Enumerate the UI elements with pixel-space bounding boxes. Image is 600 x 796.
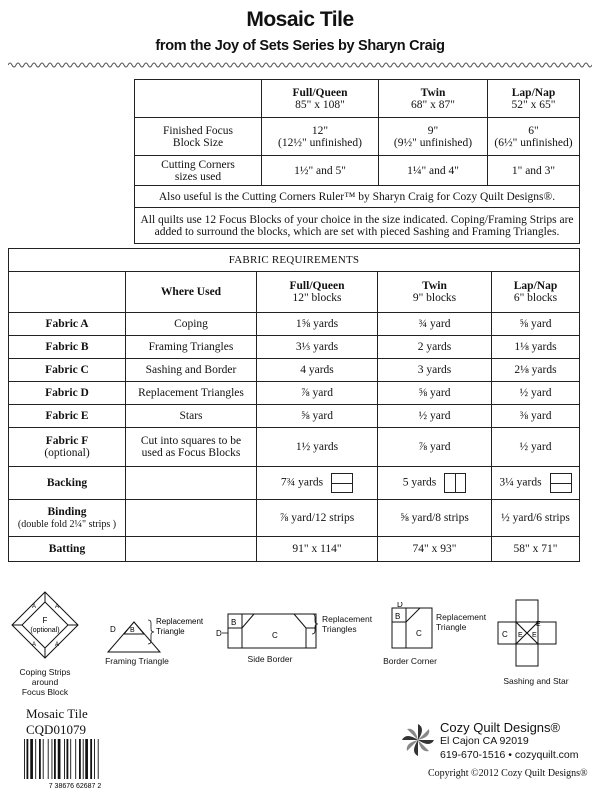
size-row-focus-block [135,118,580,156]
where-used [126,467,257,500]
backing-layout-icon [444,473,466,493]
coping-letter: A [32,642,37,648]
sashing-star-caption: Sashing and Star [503,676,569,686]
cell: 1¼" and 4" [379,156,488,186]
cell: ⅞ yard [257,382,378,405]
pattern-name: Mosaic Tile [26,706,88,721]
cell: 1⅝ yards [257,313,378,336]
b-label: B [130,627,135,634]
wavy-divider [8,60,592,70]
cell: ⅜ yard [492,405,580,428]
focus-block-diagram [10,590,80,662]
e-label: E [532,632,537,639]
cell: ⅞ yard/12 strips [257,500,378,537]
framing-triangle-caption: Framing Triangle [105,656,169,666]
cell: ⅝ yard [257,405,378,428]
cell: 3¼ yards [492,467,580,500]
company-info [440,720,579,761]
fabric-label: Fabric A [9,313,126,336]
cell: ⅝ yard/8 strips [378,500,492,537]
cell: 9" (9½" unfinished) [379,118,488,156]
cell: 74" x 93" [378,537,492,562]
cell: 1½" and 5" [262,156,379,186]
e-label: E [518,632,523,639]
quilt-note: All quilts use 12 Focus Blocks of your choice in the size indicated. Coping/Framing Strips are added to surround the blocks, which are set with pieced Sashing and Framing Triangles. [135,208,580,244]
cell: 1" and 3" [488,156,580,186]
cell: ⅝ yard [378,382,492,405]
cell: 4 yards [257,359,378,382]
border-corner-replacement-label: Replacement Triangle [436,612,487,632]
page-subtitle: from the Joy of Sets Series by Sharyn Craig [155,38,445,54]
cell: ½ yard/6 strips [492,500,580,537]
cell: ½ yard [492,428,580,467]
fabric-corner [9,272,126,313]
focus-label: F [42,616,48,625]
cell: ½ yard [378,405,492,428]
cell: 2 yards [378,336,492,359]
coping-letter: A [55,642,60,648]
cell: 3⅓ yards [257,336,378,359]
size-table [134,79,580,244]
focus-sub-label: (optional) [30,627,60,634]
fabric-label: Fabric C [9,359,126,382]
e-label: E [536,621,541,628]
where-used: Sashing and Border [126,359,257,382]
where-used: Cut into squares to be used as Focus Blocks [126,428,257,467]
fabric-label: Fabric B [9,336,126,359]
b-label: B [395,612,401,621]
cell: ¾ yard [378,313,492,336]
page-title: Mosaic Tile [246,8,354,31]
table-row [9,405,580,428]
backing-layout-icon [550,473,572,493]
company-contact: 619-670-1516 • cozyquilt.com [440,749,579,761]
side-border-diagram [214,610,334,652]
batting-row [9,537,580,562]
fabric-table-heading: FABRIC REQUIREMENTS [9,249,580,272]
table-row [9,313,580,336]
coping-letter: A [32,604,37,610]
cell: 91" x 114" [257,537,378,562]
cell: 12" (12½" unfinished) [262,118,379,156]
cell: 1⅛ yards [492,336,580,359]
fabric-requirements-table [8,248,580,562]
fabric-col-full-queen: Full/Queen 12" blocks [257,272,378,313]
cell: 7¾ yards [257,467,378,500]
fabric-label: Fabric E [9,405,126,428]
cell: 1½ yards [257,428,378,467]
size-col-full-queen: Full/Queen 85" x 108" [262,80,379,118]
ruler-note: Also useful is the Cutting Corners Ruler™ by Sharyn Craig for Cozy Quilt Designs®. [135,186,580,208]
cell: ½ yard [492,382,580,405]
cell: ⅝ yard [492,313,580,336]
size-col-lap-nap: Lap/Nap 52" x 65" [488,80,580,118]
where-used-header: Where Used [126,272,257,313]
c-label: C [272,631,278,640]
table-row [9,336,580,359]
fabric-label: Fabric F (optional) [9,428,126,467]
company-city: El Cajon CA 92019 [440,735,529,747]
size-table-corner [135,80,262,118]
cell: 5 yards [378,467,492,500]
side-border-caption: Side Border [247,654,293,664]
where-used: Stars [126,405,257,428]
binding-label: Binding (double fold 2¼" strips ) [9,500,126,537]
focus-block-caption: Coping Strips around Focus Block [19,667,71,697]
d-label: D [110,625,116,634]
cell: ⅞ yard [378,428,492,467]
d-label: D [216,629,222,638]
where-used: Coping [126,313,257,336]
cell: 3 yards [378,359,492,382]
framing-triangle-diagram [104,612,204,656]
d-label: D [397,602,403,609]
fabric-label: Fabric D [9,382,126,405]
cozy-quilt-logo [400,722,436,758]
barcode-digits: 7 38676 62687 2 [48,783,102,789]
size-col-twin: Twin 68" x 87" [379,80,488,118]
where-used: Framing Triangles [126,336,257,359]
company-name: Cozy Quilt Designs® [440,720,561,735]
where-used [126,537,257,562]
row-label: Cutting Corners sizes used [135,156,262,186]
replacement-label: Replacement [156,617,204,626]
c-label: C [416,629,422,638]
cell: 6" (6½" unfinished) [488,118,580,156]
batting-label: Batting [9,537,126,562]
backing-row [9,467,580,500]
table-row [9,428,580,467]
binding-row [9,500,580,537]
border-corner-caption: Border Corner [383,656,437,666]
where-used: Replacement Triangles [126,382,257,405]
barcode [20,737,130,789]
fabric-col-twin: Twin 9" blocks [378,272,492,313]
backing-layout-icon [331,473,353,493]
fabric-col-lap-nap: Lap/Nap 6" blocks [492,272,580,313]
sashing-star-diagram [496,598,558,668]
pattern-code: CQD01079 [26,722,86,737]
coping-letter: A [55,604,60,610]
b-label: B [231,618,237,627]
cell: 2⅛ yards [492,359,580,382]
row-label: Finished Focus Block Size [135,118,262,156]
triangle-label: Triangle [156,627,185,636]
side-border-replacement-label: Replacement Triangles [322,614,373,634]
table-row [9,359,580,382]
backing-label: Backing [9,467,126,500]
size-row-cutting-corners [135,156,580,186]
border-corner-diagram [386,602,436,652]
where-used [126,500,257,537]
c-label: C [502,630,508,639]
copyright: Copyright ©2012 Cozy Quilt Designs® [428,768,588,779]
cell: 58" x 71" [492,537,580,562]
table-row [9,382,580,405]
